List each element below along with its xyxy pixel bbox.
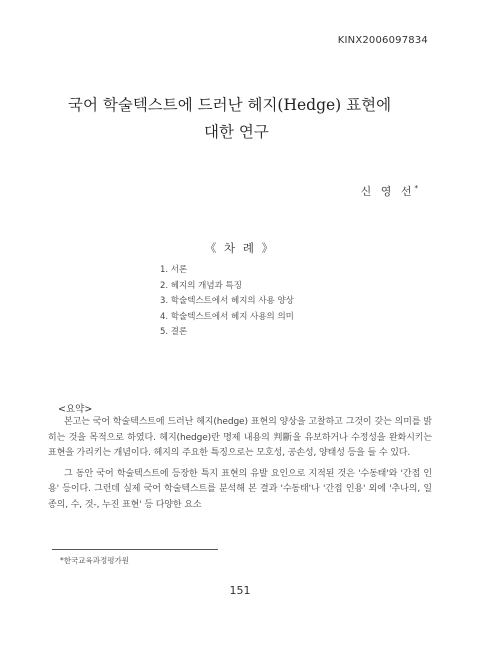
table-of-contents [160, 263, 294, 341]
author-name: 신 영 선 [360, 185, 415, 198]
abstract-paragraph: 그 동안 국어 학술텍스트에 등장한 특지 표현의 유발 요인으로 지적된 것은 '수동태'와 '간접 인용' 등이다. 그런데 실제 국어 학술텍스트를 분석해 본 결과 '수동태'나 '간접 인용' 외에 '추나의, 일종의, 수, 것-, 누진 표현' 등 다양한 요소 [48, 468, 432, 510]
toc-item: 5. 결론 [160, 327, 188, 337]
toc-item: 1. 서론 [160, 265, 188, 275]
title-line-1: 국어 학술텍스트에 드러난 헤지(Hedge) 표현에 [68, 96, 392, 114]
abstract-body [48, 415, 432, 519]
abstract-heading: <요약> [58, 404, 93, 415]
toc-heading: 《 차 례 》 [204, 241, 276, 255]
author-footnote-mark: * [414, 184, 418, 193]
paper-title [60, 92, 440, 146]
author [361, 183, 418, 199]
document-id: KINX2006097834 [337, 35, 428, 46]
footnote: *한국교육과정평가원 [60, 556, 129, 565]
footnote-rule [52, 549, 218, 550]
toc-item: 3. 학술텍스트에서 헤지의 사용 양상 [160, 296, 294, 306]
page-number: 151 [229, 584, 251, 597]
abstract-paragraph: 본고는 국어 학술텍스트에 드러난 헤지(hedge) 표현의 양상을 고찰하고 그것이 갖는 의미를 밝히는 것을 목적으로 하였다. 헤지(hedge)란 명제 내용의 判斷을 유보하거나 수정성을 완화시키는 표현을 가리키는 개념이다. 헤지의 주요한 특징으로는 모호성, 공손성, 양태성 등을 들 수 있다. [48, 417, 432, 459]
title-line-2: 대한 연구 [204, 123, 269, 141]
toc-item: 2. 헤지의 개념과 특징 [160, 280, 242, 291]
toc-item: 4. 학술텍스트에서 헤지 사용의 의미 [160, 311, 294, 322]
